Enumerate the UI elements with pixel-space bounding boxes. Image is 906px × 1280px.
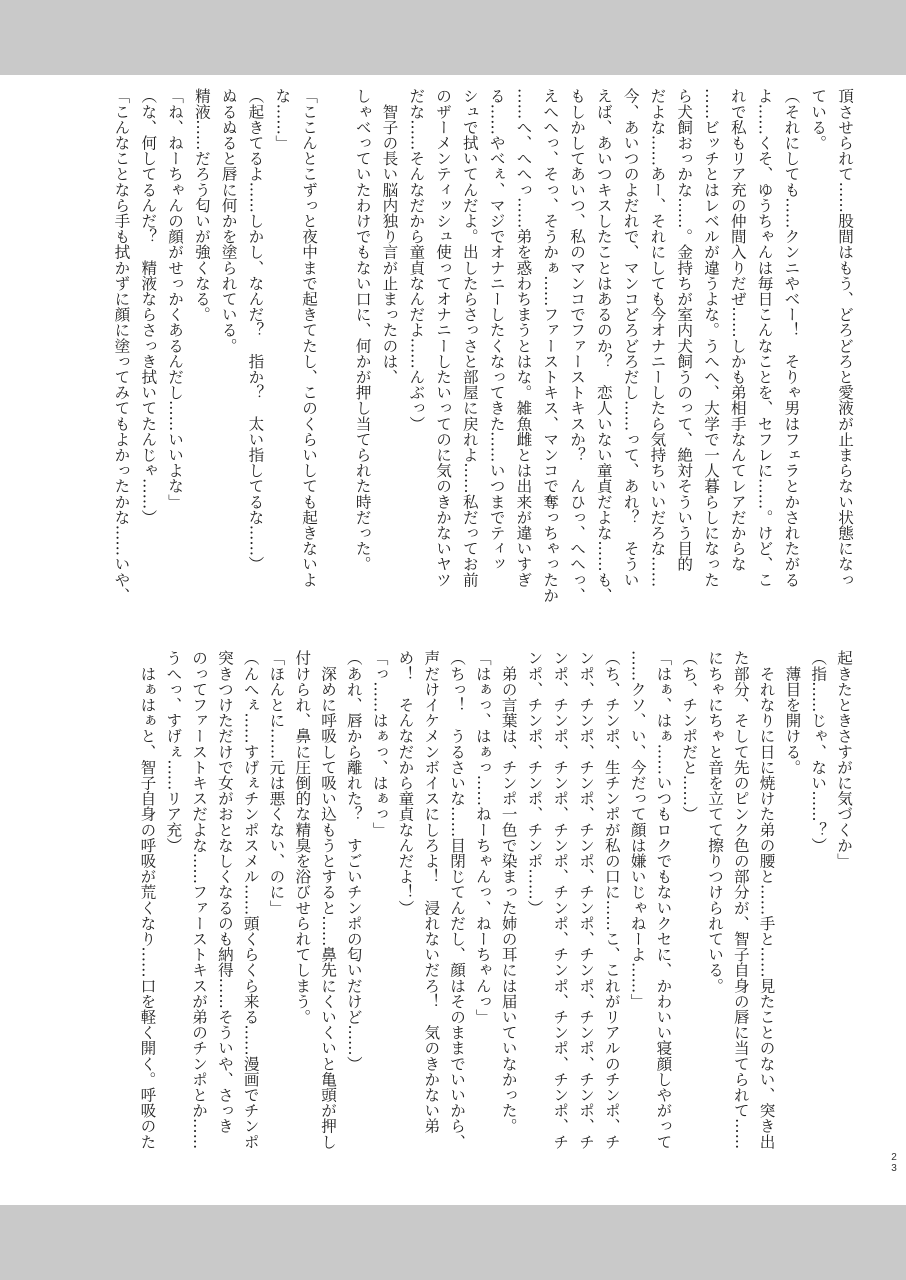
text-line: のってファーストキスだよな……ファーストキスが弟のチンポとか…… [190,650,209,1150]
text-line: （指……じゃ、ない……？） [809,650,828,853]
text-line: （起きてるよ……しかし、なんだ？ 指か？ 太い指してるな……） [246,88,265,572]
text-line: ぬるぬると唇に何かを塗られている。 [219,88,238,354]
page-number-digit: 2 [891,1152,897,1163]
text-line: （な、何してるんだ？ 精液ならさっき拭いてたんじゃ……） [139,88,158,525]
text-line: （ち、チンポ、生チンポが私の口に……こ、これがリアルのチンポ、チ [602,650,621,1150]
page-number-digit: 3 [891,1163,897,1174]
text-line: もしかしてあいつ、私のマンコでファーストキスか？ んひっ、へへっ、 [568,88,587,603]
text-line: それなりに日に焼けた弟の腰と……手と……見たことのない、突き出 [757,650,776,1150]
text-line: た部分、そして先のピンク色の部分が、智子自身の唇に当てられて…… [731,650,750,1150]
text-block-lower [134,650,856,1180]
text-line: はぁはぁと、智子自身の呼吸が荒くなり……口を軽く開く。呼吸のた [138,650,157,1150]
text-line: 深めに呼吸して吸い込もうとすると……鼻先にくいくいと亀頭が押し [319,650,338,1150]
text-line: れで私もリア充の仲間入りだぜ……しかも弟相手なんてレアだからな [728,88,747,572]
text-line: ンポ、チンポ、チンポ、チンポ、チンポ、チンポ、チンポ、チンポ、チ [577,650,596,1150]
text-line: よ……くそ、ゆうちゃんは毎日こんなことを、セフレに……。けど、こ [755,88,774,588]
text-line: ……クソ、い、今だって顔は嫌いじゃねーよ……」 [628,650,647,1009]
text-line: しゃべっていたわけでもない口に、何かが押し当てられた時だった。 [353,88,372,572]
text-line: め！ そんなだから童貞なんだよ！） [396,650,415,916]
text-line: 起きたときさすがに気づくか」 [835,650,853,869]
text-line: 「ね、ねーちゃんの顔がせっかくあるんだし……いいよな」 [166,88,185,510]
text-line: シュで拭いてんだよ。出したらさっさと部屋に戻れよ……私だってお前 [460,88,479,588]
text-line: 精液……だろう匂いが強くなる。 [192,88,211,322]
text-line: 「こんなことなら手も拭かずに顔に塗ってみてもよかったかな……いや、 [112,88,131,603]
text-line: ……ビッチとはレベルが違うよな。うへへ、大学で一人暮らしになった [702,88,721,588]
text-line: えへへっ、そっ、そうかぁ……ファーストキス、マンコで奪っちゃったか [541,88,560,603]
text-line: 声だけイケメンボイスにしろよ！ 浸れないだろ！ 気のきかない弟 [422,650,441,1134]
text-line: うへっ、すげぇ……リア充） [164,650,183,853]
text-block-upper [108,88,858,628]
text-line: えば、あいつキスしたことはあるのか？ 恋人いない童貞だよな……も、 [594,88,613,603]
text-line: ンポ、チンポ、チンポ、チンポ、チンポ、チンポ、チンポ、チンポ、チ [551,650,570,1150]
text-line: だな……そんなだから童貞なんだよ……んぶっ） [407,88,426,432]
text-line: 「ほんとに……元は悪くない、のに」 [267,650,286,916]
text-line: ……へ、へへっ……弟を惑わちまうとはな。雑魚雌とは出来が違いすぎ [514,88,533,588]
text-line: （ちっ！ うるさいな……目閉じてんだし、顔はそのままでいいから、 [448,650,467,1150]
text-line: ら犬飼おっかな……。金持ちが室内犬飼うのって、絶対そういう目的 [675,88,694,572]
text-line: ている。 [809,88,828,151]
text-line: 智子の長い脳内独り言が止まったのは、 [380,88,399,385]
text-line: （んへぇ……すげぇチンポスメル……頭くらくら来る……漫画でチンポ [241,650,260,1150]
text-line: （ち、チンポだと……） [680,650,699,822]
page-number [888,1152,900,1174]
text-line: 薄目を開ける。 [783,650,802,775]
text-line: のザーメンティッシュ使ってオナニーしたいってのに気のきかないヤツ [434,88,453,588]
text-line: にちゃにちゃと音を立てて擦りつけられている。 [706,650,725,994]
text-line: る……やべぇ、マジでオナニーしたくなってきた……いつまでティッ [487,88,506,572]
top-margin-bar [0,0,906,75]
text-line: 「ここんとこずっと夜中まで起きてたし、このくらいしても起きないよ [300,88,319,588]
text-line: 「っ……はぁっ、はぁっ」 [370,650,389,838]
text-line: （あれ、唇から離れた？ すごいチンポの匂いだけど……） [344,650,363,1072]
text-line: 突きつけただけで女がおとなしくなるのも納得……そういや、さっき [215,650,234,1134]
text-line: ンポ、チンポ、チンポ、チンポ……） [525,650,544,916]
text-line: 頂させられて……股間はもう、どろどろと愛液が止まらない状態になっ [836,88,854,588]
text-line: 「はぁ、はぁ……いつもロクでもないクセに、かわいい寝顔しやがって [654,650,673,1150]
text-line: （それにしても……クンニやべー！ そりゃ男はフェラとかされたがる [782,88,801,588]
text-line: な……」 [273,88,292,151]
bottom-margin-bar [0,1205,906,1280]
text-line: 付けられ、鼻に圧倒的な精臭を浴びせられてしまう。 [293,650,312,1025]
text-line [322,88,349,628]
text-line: 「はぁっ、はぁっ……ねーちゃんっ、ねーちゃんっ」 [473,650,492,1025]
text-line: 今、あいつのよだれで、マンコどろどろだし……って、あれ？ そうい [621,88,640,588]
text-line: 弟の言葉は、チンポ一色で染まった姉の耳には届いていなかった。 [499,650,518,1134]
text-line: だよな……あー、それにしても今オナニーしたら気持ちいいだろな…… [648,88,667,588]
